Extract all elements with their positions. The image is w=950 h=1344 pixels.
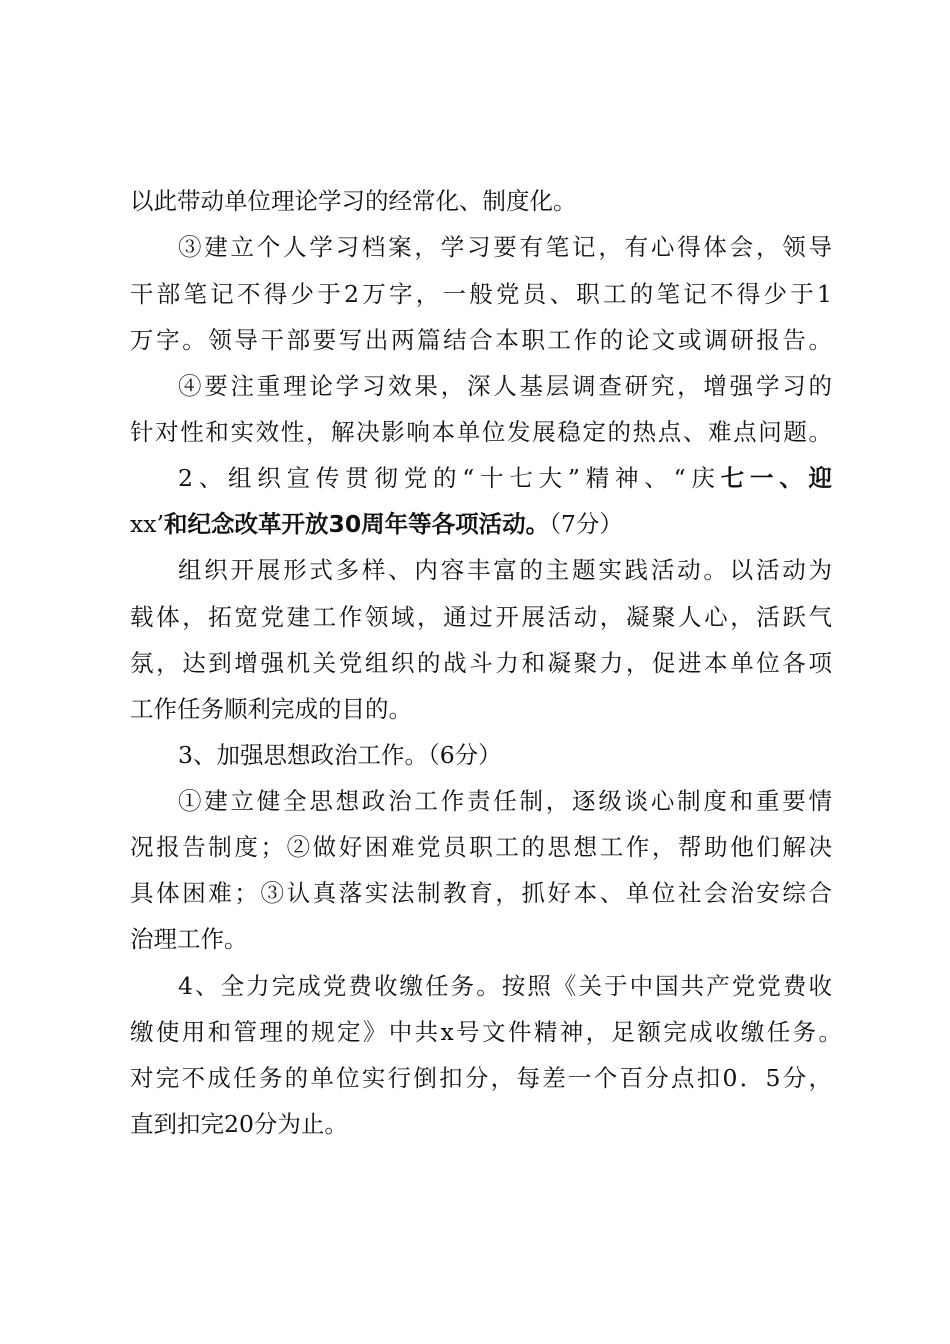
text-line: 缴使用和管理的规定》中共x号文件精神，足额完成收缴任务。 <box>130 1018 842 1046</box>
heading-text: xx’ <box>130 510 164 538</box>
section-heading-4: 4、全力完成党费收缴任务。按照《关于中国共产党党费收 <box>178 972 832 1000</box>
score-text: （7分） <box>549 510 623 538</box>
heading-text: 2、组织宣传贯彻党的“十七大”精神、“庆 <box>178 464 721 492</box>
text-line: 况报告制度；②做好困难党员职工的思想工作，帮助他们解决 <box>130 833 832 861</box>
section-heading-2 <box>178 455 832 501</box>
text-line: 载体，拓宽党建工作领域，通过开展活动，凝聚人心，活跃气 <box>130 603 832 631</box>
text-line: 针对性和实效性，解决影响本单位发展稳定的热点、难点问题。 <box>130 418 832 446</box>
section-heading-2-cont <box>130 501 832 547</box>
text-line: 治理工作。 <box>130 925 248 953</box>
section-heading-3: 3、加强思想政治工作。（6分） <box>178 741 502 769</box>
text-line: 具体困难；③认真落实法制教育，抓好本、单位社会治安综合 <box>130 879 832 907</box>
text-line: 组织开展形式多样、内容丰富的主题实践活动。以活动为 <box>178 556 832 584</box>
text-line: 对完不成任务的单位实行倒扣分，每差一个百分点扣0．5分， <box>130 1064 832 1092</box>
text-line: 万字。领导干部要写出两篇结合本职工作的论文或调研报告。 <box>130 326 832 354</box>
text-line: 工作任务顺利完成的目的。 <box>130 695 412 723</box>
heading-bold-text: 和纪念改革开放30周年等各项活动。 <box>163 510 550 538</box>
text-line: 以此带动单位理论学习的经常化、制度化。 <box>130 187 577 215</box>
text-line: 直到扣完20分为止。 <box>130 1110 348 1138</box>
heading-bold-text: 七一、迎 <box>720 464 833 492</box>
text-line: 干部笔记不得少于2万字，一般党员、职工的笔记不得少于1 <box>130 280 832 308</box>
text-line: ③建立个人学习档案，学习要有笔记，有心得体会，领导 <box>178 233 832 261</box>
text-line: ④要注重理论学习效果，深人基层调查研究，增强学习的 <box>178 372 832 400</box>
text-line: 氛，达到增强机关党组织的战斗力和凝聚力，促进本单位各项 <box>130 649 832 677</box>
text-line: ①建立健全思想政治工作责任制，逐级谈心制度和重要情 <box>178 787 832 815</box>
